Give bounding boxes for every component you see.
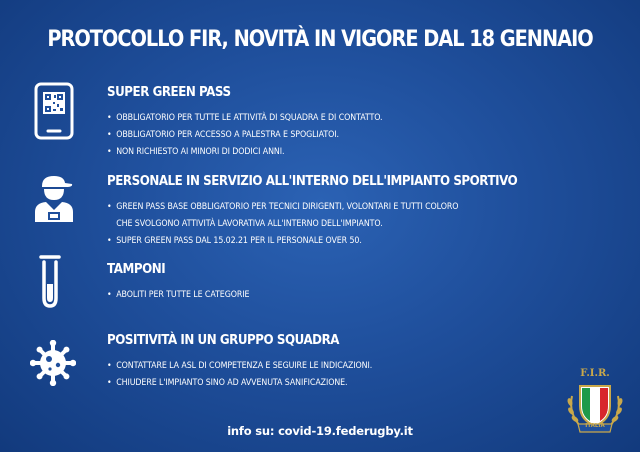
list-item: CHE SVOLGONO ATTIVITÀ LAVORATIVA ALL'INTERNO DELL'IMPIANTO. [116, 219, 383, 229]
list-item: • OBBLIGATORIO PER TUTTE LE ATTIVITÀ DI SQUADRA E DI CONTATTO. [107, 110, 382, 127]
list-item: • NON RICHIESTO AI MINORI DI DODICI ANNI. [107, 144, 382, 161]
staff-person-icon [32, 172, 76, 224]
list-item: • OBBLIGATORIO PER ACCESSO A PALESTRA E SPOGLIATOI. [107, 127, 382, 144]
bullet-list [107, 358, 395, 392]
list-item: • ABOLITI PER TUTTE LE CATEGORIE [107, 287, 249, 304]
list-item: • SUPER GREEN PASS DAL 15.02.21 PER IL PERSONALE OVER 50. [107, 233, 458, 250]
section-heading: POSITIVITÀ IN UN GRUPPO SQUADRA [107, 333, 340, 348]
footer-url-link[interactable]: covid-19.federugby.it [278, 424, 413, 438]
list-item: • GREEN PASS BASE OBBLIGATORIO PER TECNICI DIRIGENTI, VOLONTARI E TUTTI COLORO [107, 199, 458, 216]
list-item: • CONTATTARE LA ASL DI COMPETENZA E SEGUIRE LE INDICAZIONI. [107, 358, 372, 375]
bullet-list [107, 287, 262, 304]
footer-prefix: info su: [227, 424, 279, 438]
fir-logo [566, 366, 624, 436]
section-heading: SUPER GREEN PASS [107, 85, 231, 100]
test-tube-icon [38, 254, 62, 310]
virus-icon [30, 340, 76, 386]
logo-ribbon-text: ITALIA [585, 423, 605, 429]
page-title: PROTOCOLLO FIR, NOVITÀ IN VIGORE DAL 18 GENNAIO [47, 26, 593, 52]
logo-top-text: F.I.R. [580, 368, 610, 379]
list-item: • CHIUDERE L'IMPIANTO SINO AD AVVENUTA SANIFICAZIONE. [107, 375, 372, 392]
footer-info [0, 424, 640, 438]
bullet-list [107, 199, 489, 250]
bullet-list [107, 110, 406, 161]
section-heading: PERSONALE IN SERVIZIO ALL'INTERNO DELL'IMPIANTO SPORTIVO [107, 174, 518, 189]
smartphone-qr-icon [34, 82, 74, 140]
section-heading: TAMPONI [107, 262, 166, 277]
